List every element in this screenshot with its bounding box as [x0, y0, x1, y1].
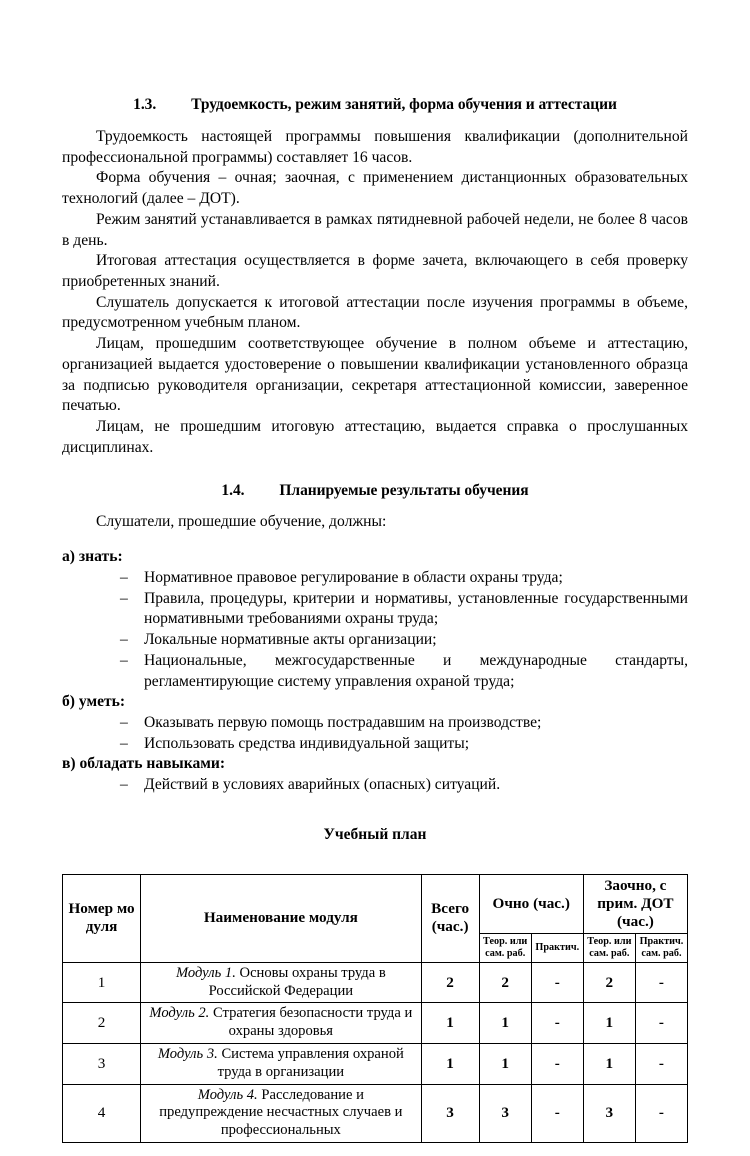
table-row	[63, 1044, 688, 1085]
paragraph: Режим занятий устанавливается в рамках пятидневной рабочей недели, не более 8 часов в день.	[62, 210, 688, 249]
section-number: 1.3.	[133, 96, 157, 113]
col-header-total: Всего (час.)	[421, 874, 479, 962]
curriculum-title: Учебный план	[323, 825, 427, 843]
dash-bullet-icon: –	[120, 734, 128, 752]
list-item	[62, 630, 688, 651]
cell-module-name	[141, 1084, 421, 1142]
dash-bullet-icon: –	[120, 568, 128, 586]
cell-practice-distance: -	[635, 962, 687, 1003]
cell-theory-full-time: 1	[479, 1003, 531, 1044]
cell-theory-full-time: 2	[479, 962, 531, 1003]
cell-practice-distance: -	[635, 1084, 687, 1142]
outcome-list-b	[62, 713, 688, 754]
cell-theory-distance: 1	[583, 1003, 635, 1044]
list-item	[62, 589, 688, 630]
list-item-text: Действий в условиях аварийных (опасных) ситуаций.	[144, 776, 501, 794]
col-header-module-name: Наименование модуля	[141, 874, 421, 962]
paragraph: Лицам, не прошедшим итоговую аттестацию, выдается справка о прослушанных дисциплинах.	[62, 418, 688, 456]
list-item-text: Использовать средства индивидуальной защиты;	[144, 734, 470, 752]
cell-module-name	[141, 962, 421, 1003]
section-number: 1.4.	[221, 481, 245, 499]
table-head	[63, 874, 688, 962]
curriculum-table	[62, 874, 688, 1143]
module-label: Модуль 2.	[149, 1005, 210, 1022]
section-1-4-body	[62, 512, 688, 796]
document-page	[0, 95, 750, 1156]
dash-bullet-icon: –	[120, 714, 128, 732]
paragraph: Слушатель допускается к итоговой аттестации после изучения программы в объеме, предусмотренном учебным планом.	[62, 293, 688, 332]
list-item	[62, 775, 688, 796]
cell-practice-full-time: -	[531, 962, 583, 1003]
paragraph: Форма обучения – очная; заочная, с применением дистанционных образовательных технологий (далее – ДОТ).	[62, 169, 688, 208]
section-title: Трудоемкость, режим занятий, форма обучения и аттестации	[191, 96, 617, 113]
cell-module-number: 4	[63, 1084, 141, 1142]
cell-module-number: 3	[63, 1044, 141, 1085]
list-item-text: Национальные, межгосударственные и международные стандарты, регламентирующие систему управления охраной труда;	[144, 651, 688, 690]
cell-total: 1	[421, 1003, 479, 1044]
table-row	[63, 962, 688, 1003]
list-item-text: Правила, процедуры, критерии и нормативы, установленные государственными нормативными требованиями охраны труда;	[144, 589, 688, 628]
module-label: Модуль 4.	[197, 1086, 258, 1103]
module-label: Модуль 3.	[157, 1046, 218, 1063]
table-body	[63, 962, 688, 1142]
outcome-group-label-b: б) уметь:	[62, 693, 126, 711]
module-label: Модуль 1.	[175, 964, 236, 981]
paragraph: Лицам, прошедшим соответствующее обучение в полном объеме и аттестацию, организацией выдается удостоверение о повышении квалификации установленного образца за подписью руководителя организации, секретаря аттестационной комиссии, заверенное печатью.	[62, 335, 688, 415]
cell-module-name	[141, 1044, 421, 1085]
cell-practice-full-time: -	[531, 1084, 583, 1142]
col-header-practice-full-time: Практич.	[531, 933, 583, 962]
list-item-text: Локальные нормативные акты организации;	[144, 631, 437, 649]
cell-theory-distance: 1	[583, 1044, 635, 1085]
cell-practice-full-time: -	[531, 1044, 583, 1085]
module-text: Стратегия безопасности труда и охраны здоровья	[212, 1005, 413, 1040]
outcome-group-label-v: в) обладать навыками:	[62, 755, 226, 773]
outcome-group-label-a: а) знать:	[62, 548, 123, 566]
cell-total: 2	[421, 962, 479, 1003]
section-heading-1-4	[62, 481, 688, 501]
cell-module-number: 2	[63, 1003, 141, 1044]
section-heading-1-3	[62, 95, 688, 115]
list-item	[62, 568, 688, 589]
list-item	[62, 651, 688, 692]
outcome-list-a	[62, 568, 688, 692]
list-item	[62, 734, 688, 755]
cell-theory-distance: 3	[583, 1084, 635, 1142]
learning-outcomes-intro: Слушатели, прошедшие обучение, должны:	[96, 513, 387, 531]
cell-module-name	[141, 1003, 421, 1044]
col-header-theory-full-time: Теор. или сам. раб.	[479, 933, 531, 962]
cell-theory-full-time: 1	[479, 1044, 531, 1085]
col-header-practice-distance: Практич. сам. раб.	[635, 933, 687, 962]
col-header-module-number: Номер модуля	[63, 874, 141, 962]
module-text: Основы охраны труда в Российской Федерации	[208, 964, 386, 999]
curriculum-table-wrapper	[62, 874, 688, 1143]
dash-bullet-icon: –	[120, 589, 128, 607]
cell-practice-distance: -	[635, 1044, 687, 1085]
cell-total: 3	[421, 1084, 479, 1142]
cell-theory-full-time: 3	[479, 1084, 531, 1142]
table-header-row-top	[63, 874, 688, 933]
dash-bullet-icon: –	[120, 631, 128, 649]
section-title: Планируемые результаты обучения	[279, 481, 529, 499]
dash-bullet-icon: –	[120, 776, 128, 794]
module-text: Система управления охраной труда в организации	[217, 1046, 404, 1080]
col-header-full-time: Очно (час.)	[479, 874, 583, 933]
cell-module-number: 1	[63, 962, 141, 1003]
cell-total: 1	[421, 1044, 479, 1085]
paragraph: Итоговая аттестация осуществляется в форме зачета, включающего в себя проверку приобретенных знаний.	[62, 252, 688, 290]
table-row	[63, 1003, 688, 1044]
module-text: Расследование и предупреждение несчастных случаев и профессиональных	[159, 1086, 403, 1139]
paragraph: Трудоемкость настоящей программы повышения квалификации (дополнительной профессиональной программы) составляет 16 часов.	[62, 127, 688, 166]
list-item-text: Оказывать первую помощь пострадавшим на производстве;	[144, 714, 542, 732]
outcome-list-v	[62, 775, 688, 796]
cell-practice-distance: -	[635, 1003, 687, 1044]
dash-bullet-icon: –	[120, 651, 128, 669]
cell-theory-distance: 2	[583, 962, 635, 1003]
table-row	[63, 1084, 688, 1142]
col-header-theory-distance: Теор. или сам. раб.	[583, 933, 635, 962]
cell-practice-full-time: -	[531, 1003, 583, 1044]
section-1-3-body	[62, 127, 688, 459]
list-item-text: Нормативное правовое регулирование в области охраны труда;	[144, 568, 563, 586]
list-item	[62, 713, 688, 734]
col-header-distance: Заочно, с прим. ДОТ (час.)	[583, 874, 687, 933]
